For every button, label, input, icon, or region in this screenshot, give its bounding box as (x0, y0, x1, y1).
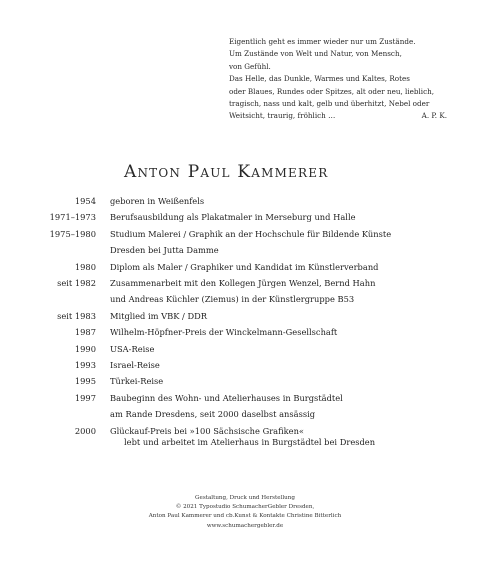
colophon-line: Anton Paul Kammerer und cb.Kunst & Kontakte Christine Bitterlich (148, 513, 342, 520)
bio-text (110, 308, 450, 324)
quote-line: oder Blaues, Rundes oder Spitzes, alt oder neu, lieblich, (229, 86, 435, 96)
bio-year: seit 1983 (57, 310, 96, 321)
quote-line: Weitsicht, traurig, fröhlich … (229, 111, 336, 121)
bio-entry (0, 341, 490, 357)
bio-text-line: Berufsausbildung als Plakatmaler in Merseburg und Halle (110, 212, 356, 223)
bio-text-line: Studium Malerei / Graphik an der Hochschule für Bildende Künste (110, 228, 392, 239)
bio-year: 2000 (74, 425, 96, 436)
quote-signature: A. P. K. (421, 111, 447, 121)
bio-text (110, 209, 450, 225)
bio-entry (0, 226, 490, 259)
bio-entry (0, 357, 490, 373)
bio-text-line: Wilhelm-Höpfner-Preis der Winckelmann-Gesellschaft (110, 327, 338, 338)
bio-text-line: Dresden bei Jutta Damme (110, 245, 219, 256)
bio-text-line: Türkei-Reise (110, 376, 164, 387)
colophon (0, 494, 490, 531)
quote-last-line (229, 110, 461, 122)
bio-year: seit 1982 (57, 278, 96, 289)
bio-text (110, 259, 450, 275)
bio-year: 1971–1973 (49, 212, 96, 223)
biography-list (0, 193, 490, 439)
bio-text-line: geboren in Weißenfels (110, 196, 205, 206)
bio-text-line: Mitglied im VBK / DDR (110, 310, 208, 321)
bio-text-line: Diplom als Maler / Graphiker und Kandidat im Künstlerverband (110, 261, 379, 272)
bio-year: 1990 (74, 343, 96, 354)
quote-block (229, 36, 461, 123)
colophon-line: © 2021 Typostudio SchumacherGebler Dresden, (175, 504, 315, 511)
bio-year: 1997 (74, 392, 96, 403)
bio-text (110, 373, 450, 389)
colophon-line: www.schumachergebler.de (206, 522, 284, 529)
bio-year: 1975–1980 (49, 228, 96, 239)
bio-entry (0, 390, 490, 423)
bio-year: 1993 (74, 360, 96, 371)
bio-year: 1980 (74, 261, 96, 272)
quote-line: tragisch, nass und kalt, gelb und überhitzt, Nebel oder (229, 99, 430, 109)
artist-name: Anton Paul Kammerer (124, 162, 329, 182)
bio-entry (0, 308, 490, 324)
bio-year: 1954 (74, 196, 96, 206)
quote-line: Eigentlich geht es immer wieder nur um Zustände. (229, 37, 416, 46)
bio-text-line: USA-Reise (110, 343, 155, 354)
bio-text-line: Israel-Reise (110, 360, 160, 371)
closing-statement: lebt und arbeitet im Atelierhaus in Burgstädtel bei Dresden (124, 437, 376, 447)
quote-line: Das Helle, das Dunkle, Warmes und Kaltes, Rotes (229, 74, 410, 84)
bio-year: 1995 (74, 376, 96, 387)
bio-text (110, 193, 450, 209)
bio-text (110, 324, 450, 340)
bio-text-line: Zusammenarbeit mit den Kollegen Jürgen Wenzel, Bernd Hahn (110, 278, 376, 289)
bio-text (110, 275, 450, 308)
quote-line: von Gefühl. (229, 61, 271, 71)
bio-text (110, 390, 450, 423)
bio-text (110, 341, 450, 357)
bio-entry (0, 275, 490, 308)
bio-entry (0, 209, 490, 225)
bio-text (110, 357, 450, 373)
bio-text (110, 226, 450, 259)
bio-entry (0, 373, 490, 389)
bio-text-line: Baubeginn des Wohn- und Atelierhauses in Burgstädtel (110, 392, 343, 403)
bio-year: 1987 (74, 327, 96, 338)
quote-line: Um Zustände von Welt und Natur, von Mensch, (229, 49, 402, 59)
bio-text-line: am Rande Dresdens, seit 2000 daselbst ansässig (110, 409, 316, 420)
bio-entry (0, 324, 490, 340)
colophon-line: Gestaltung, Druck und Herstellung (195, 495, 295, 501)
bio-text-line: Glückauf-Preis bei »100 Sächsische Grafiken« (110, 425, 304, 436)
bio-entry (0, 193, 490, 209)
bio-entry (0, 259, 490, 275)
bio-text-line: und Andreas Küchler (Ziemus) in der Künstlergruppe B53 (110, 294, 355, 305)
